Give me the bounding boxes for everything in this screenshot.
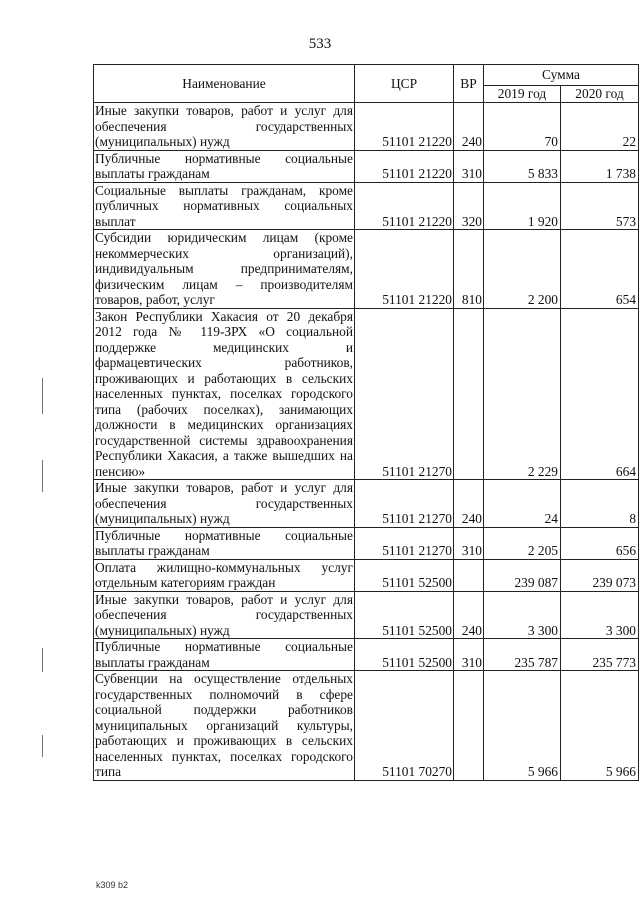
row-sum-2020: 664 [561, 308, 639, 480]
row-name: Публичные нормативные социальные выплаты гражданам [95, 639, 353, 670]
row-sum-2019: 70 [484, 103, 561, 151]
row-csr: 51101 21270 [355, 480, 454, 528]
row-vr [454, 559, 484, 591]
row-name: Закон Республики Хакасия от 20 декабря 2012 года № 119-ЗРХ «О социальной поддержке медицинских и фармацевтических работников, проживающих и работающих в сельских населенных пунктах, поселках городского типа (рабочих поселках), занимающих должности в медицинских организациях государственной системы здравоохранения Республики Хакасия, а также вышедших на пенсию» [95, 308, 353, 479]
margin-mark [42, 460, 43, 492]
row-sum-2020: 22 [561, 103, 639, 151]
row-sum-2019: 24 [484, 480, 561, 528]
row-name: Иные закупки товаров, работ и услуг для обеспечения государственных (муниципальных) нужд [95, 591, 353, 638]
row-vr [454, 308, 484, 480]
header-row [94, 65, 639, 86]
row-sum-2020: 239 073 [561, 559, 639, 591]
row-name: Иные закупки товаров, работ и услуг для обеспечения государственных (муниципальных) нужд [95, 480, 353, 526]
row-sum-2020: 235 773 [561, 639, 639, 671]
row-vr: 310 [454, 150, 484, 182]
row-name: Публичные нормативные социальные выплаты гражданам [95, 150, 353, 181]
table-row [94, 103, 639, 151]
table-row [94, 639, 639, 671]
row-vr: 310 [454, 527, 484, 559]
header-2020: 2020 год [561, 86, 639, 103]
row-csr: 51101 70270 [355, 671, 454, 781]
row-sum-2019: 5 833 [484, 150, 561, 182]
row-sum-2019: 2 200 [484, 230, 561, 309]
budget-table [93, 64, 639, 781]
table-row [94, 150, 639, 182]
row-csr: 51101 21220 [355, 150, 454, 182]
table-row [94, 527, 639, 559]
row-sum-2019: 5 966 [484, 671, 561, 781]
page-number: 533 [308, 36, 332, 52]
row-csr: 51101 21270 [355, 308, 454, 480]
table-row [94, 308, 639, 480]
row-sum-2020: 573 [561, 182, 639, 230]
row-name: Субвенции на осуществление отдельных государственных полномочий в сфере социальной поддержки работников муниципальных организаций культуры, работающих и проживающих в сельских населенных пунктах, поселках городского типа [95, 671, 353, 779]
table-row [94, 559, 639, 591]
margin-mark [42, 378, 43, 414]
footer-mark: k309 b2 [96, 880, 129, 890]
table-row [94, 182, 639, 230]
row-name: Оплата жилищно-коммунальных услуг отдельным категориям граждан [95, 559, 353, 590]
row-sum-2019: 239 087 [484, 559, 561, 591]
row-sum-2020: 654 [561, 230, 639, 309]
row-name: Субсидии юридическим лицам (кроме некоммерческих организаций), индивидуальным предпринимателям, физическим лицам – производителям товаров, работ, услуг [95, 230, 353, 307]
row-vr: 320 [454, 182, 484, 230]
row-vr: 810 [454, 230, 484, 309]
table-row [94, 480, 639, 528]
row-vr: 310 [454, 639, 484, 671]
row-name: Иные закупки товаров, работ и услуг для обеспечения государственных (муниципальных) нужд [95, 103, 353, 149]
row-sum-2020: 3 300 [561, 591, 639, 639]
row-sum-2019: 3 300 [484, 591, 561, 639]
table-row [94, 671, 639, 781]
row-sum-2019: 1 920 [484, 182, 561, 230]
row-csr: 51101 52500 [355, 591, 454, 639]
row-vr: 240 [454, 103, 484, 151]
row-csr: 51101 21220 [355, 103, 454, 151]
header-sum: Сумма [484, 65, 639, 86]
row-sum-2020: 656 [561, 527, 639, 559]
header-name: Наименование [94, 65, 355, 103]
row-vr: 240 [454, 591, 484, 639]
row-sum-2019: 2 229 [484, 308, 561, 480]
header-2019: 2019 год [484, 86, 561, 103]
row-vr [454, 671, 484, 781]
row-sum-2020: 1 738 [561, 150, 639, 182]
row-csr: 51101 21270 [355, 527, 454, 559]
row-csr: 51101 21220 [355, 182, 454, 230]
row-csr: 51101 21220 [355, 230, 454, 309]
row-sum-2020: 5 966 [561, 671, 639, 781]
margin-mark [42, 735, 43, 757]
header-csr: ЦСР [355, 65, 454, 103]
row-name: Публичные нормативные социальные выплаты гражданам [95, 527, 353, 558]
row-name: Социальные выплаты гражданам, кроме публичных нормативных социальных выплат [95, 182, 353, 229]
row-sum-2019: 2 205 [484, 527, 561, 559]
row-sum-2019: 235 787 [484, 639, 561, 671]
table-row [94, 591, 639, 639]
row-sum-2020: 8 [561, 480, 639, 528]
row-csr: 51101 52500 [355, 639, 454, 671]
row-csr: 51101 52500 [355, 559, 454, 591]
row-vr: 240 [454, 480, 484, 528]
table-row [94, 230, 639, 309]
margin-mark [42, 648, 43, 672]
header-vr: ВР [454, 65, 484, 103]
